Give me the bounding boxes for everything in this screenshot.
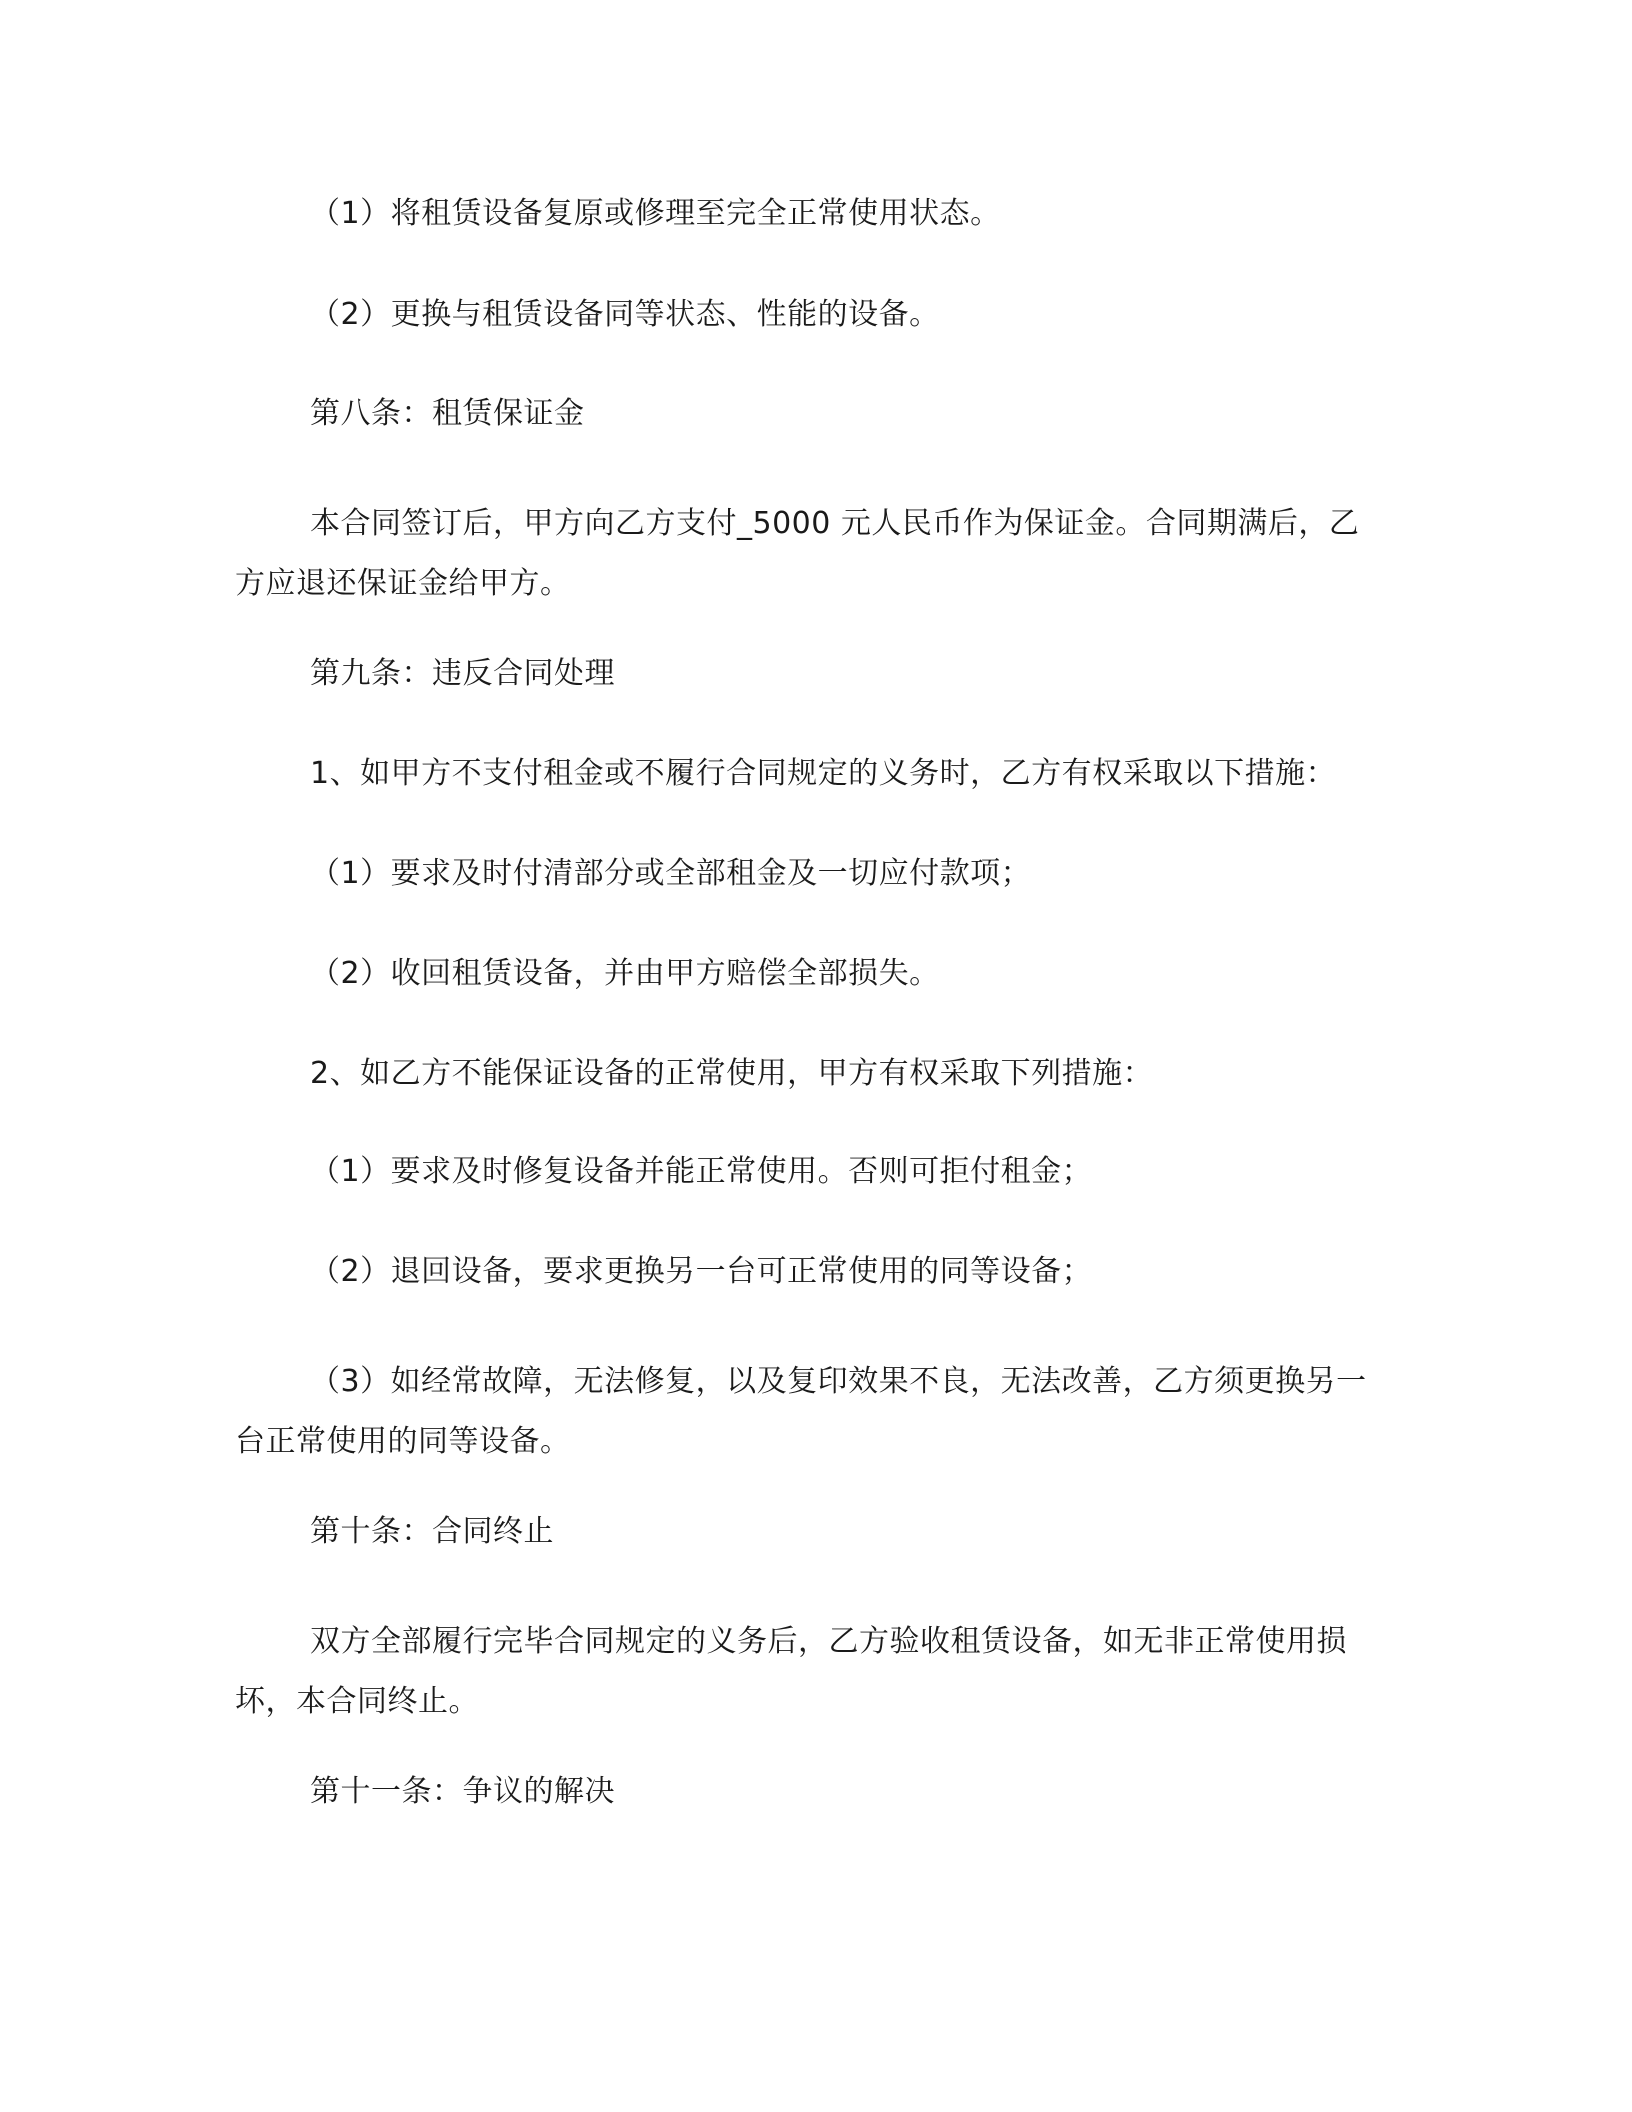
clause-11-heading: 第十一条：争议的解决 (310, 1774, 615, 1809)
clause-9-heading: 第九条：违反合同处理 (310, 656, 615, 691)
clause-9-point-1-item-1: （1）要求及时付清部分或全部租金及一切应付款项； (310, 856, 1032, 891)
clause-9-point-2-item-2: （2）退回设备，要求更换另一台可正常使用的同等设备； (310, 1254, 1093, 1289)
clause-9-point-2-item-3: （3）如经常故障，无法修复，以及复印效果不良，无法改善，乙方须更换另一台正常使用的同等设备。 (235, 1364, 1367, 1459)
clause-9-point-1-item-2: （2）收回租赁设备，并由甲方赔偿全部损失。 (310, 956, 940, 991)
clause-7-item-1: （1）将租赁设备复原或修理至完全正常使用状态。 (310, 196, 1001, 231)
clause-10-heading: 第十条：合同终止 (310, 1514, 554, 1549)
clause-9-point-2: 2、如乙方不能保证设备的正常使用，甲方有权采取下列措施： (310, 1056, 1154, 1091)
clause-8-heading: 第八条：租赁保证金 (310, 396, 585, 431)
clause-9-point-1: 1、如甲方不支付租金或不履行合同规定的义务时，乙方有权采取以下措施： (310, 756, 1337, 791)
clause-8-body: 本合同签订后，甲方向乙方支付_5000 元人民币作为保证金。合同期满后，乙方应退还保证金给甲方。 (235, 506, 1360, 601)
clause-9-point-2-item-1: （1）要求及时修复设备并能正常使用。否则可拒付租金； (310, 1154, 1093, 1189)
clause-10-body: 双方全部履行完毕合同规定的义务后，乙方验收租赁设备，如无非正常使用损坏，本合同终止。 (235, 1624, 1347, 1719)
clause-7-item-2: （2）更换与租赁设备同等状态、性能的设备。 (310, 297, 940, 332)
